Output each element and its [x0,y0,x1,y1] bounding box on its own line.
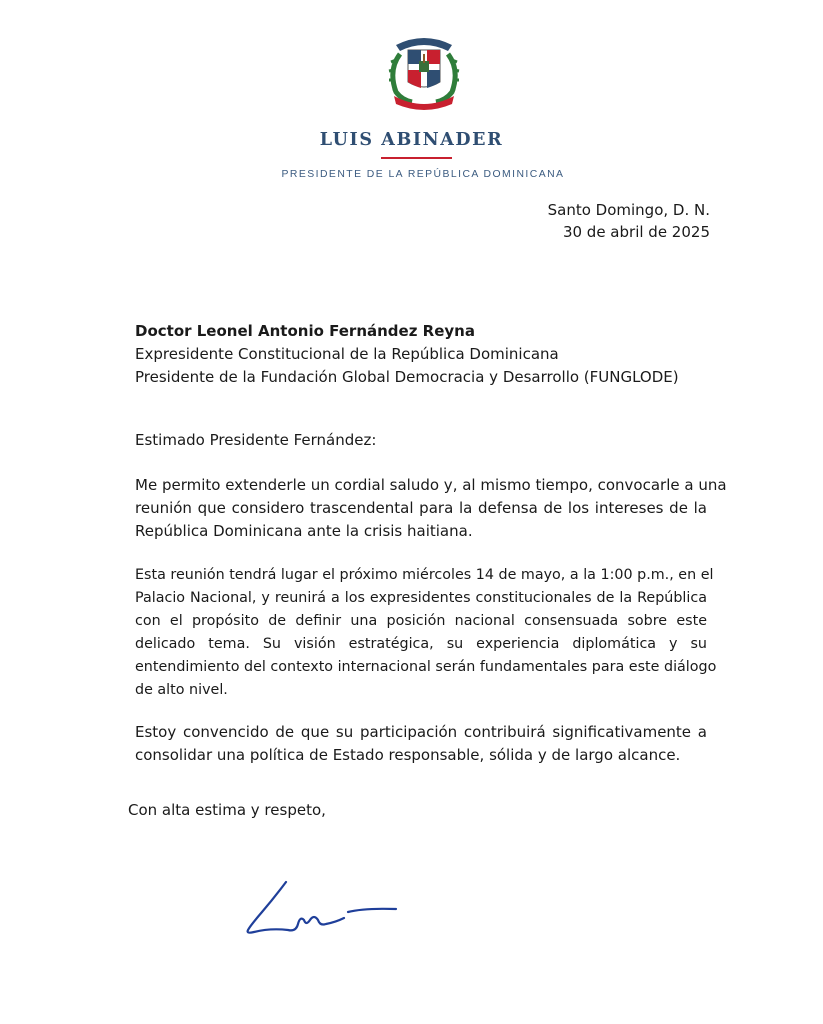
salutation: Estimado Presidente Fernández: [135,431,377,449]
signature-icon [240,872,405,942]
paragraph-line: reunión que considero trascendental para la defensa de los intereses de la [135,499,707,517]
paragraph-line: entendimiento del contexto internacional serán fundamentales para este diálogo [135,659,717,675]
paragraph-line: República Dominicana ante la crisis haitiana. [135,522,473,540]
paragraph-line: con el propósito de definir una posición nacional consensuada sobre este [135,613,707,629]
body-paragraph [135,564,717,702]
dateline-place: Santo Domingo, D. N. [547,201,710,219]
recipient-name: Doctor Leonel Antonio Fernández Reyna [135,322,475,340]
recipient-title: Presidente de la Fundación Global Democracia y Desarrollo (FUNGLODE) [135,368,679,386]
paragraph-line: Esta reunión tendrá lugar el próximo miércoles 14 de mayo, a la 1:00 p.m., en el [135,567,714,583]
paragraph-line: delicado tema. Su visión estratégica, su experiencia diplomática y su [135,636,707,652]
letterhead-divider [381,157,452,159]
paragraph-line: de alto nivel. [135,682,228,698]
paragraph-line: Me permito extenderle un cordial saludo y, al mismo tiempo, convocarle a una [135,476,727,494]
dateline-date: 30 de abril de 2025 [562,223,710,241]
recipient-title: Expresidente Constitucional de la República Dominicana [135,345,559,363]
paragraph-line: consolidar una política de Estado responsable, sólida y de largo alcance. [135,746,681,764]
paragraph-line: Estoy convencido de que su participación contribuirá significativamente a [135,723,707,741]
body-paragraph [135,721,707,767]
letterhead-name: LUIS ABINADER [319,130,504,150]
closing: Con alta estima y respeto, [128,801,326,819]
coat-of-arms-icon [386,30,462,110]
body-paragraph [135,474,727,543]
paragraph-line: Palacio Nacional, y reunirá a los expresidentes constitucionales de la República [135,590,707,606]
letterhead-office: PRESIDENTE DE LA REPÚBLICA DOMINICANA [281,169,565,180]
